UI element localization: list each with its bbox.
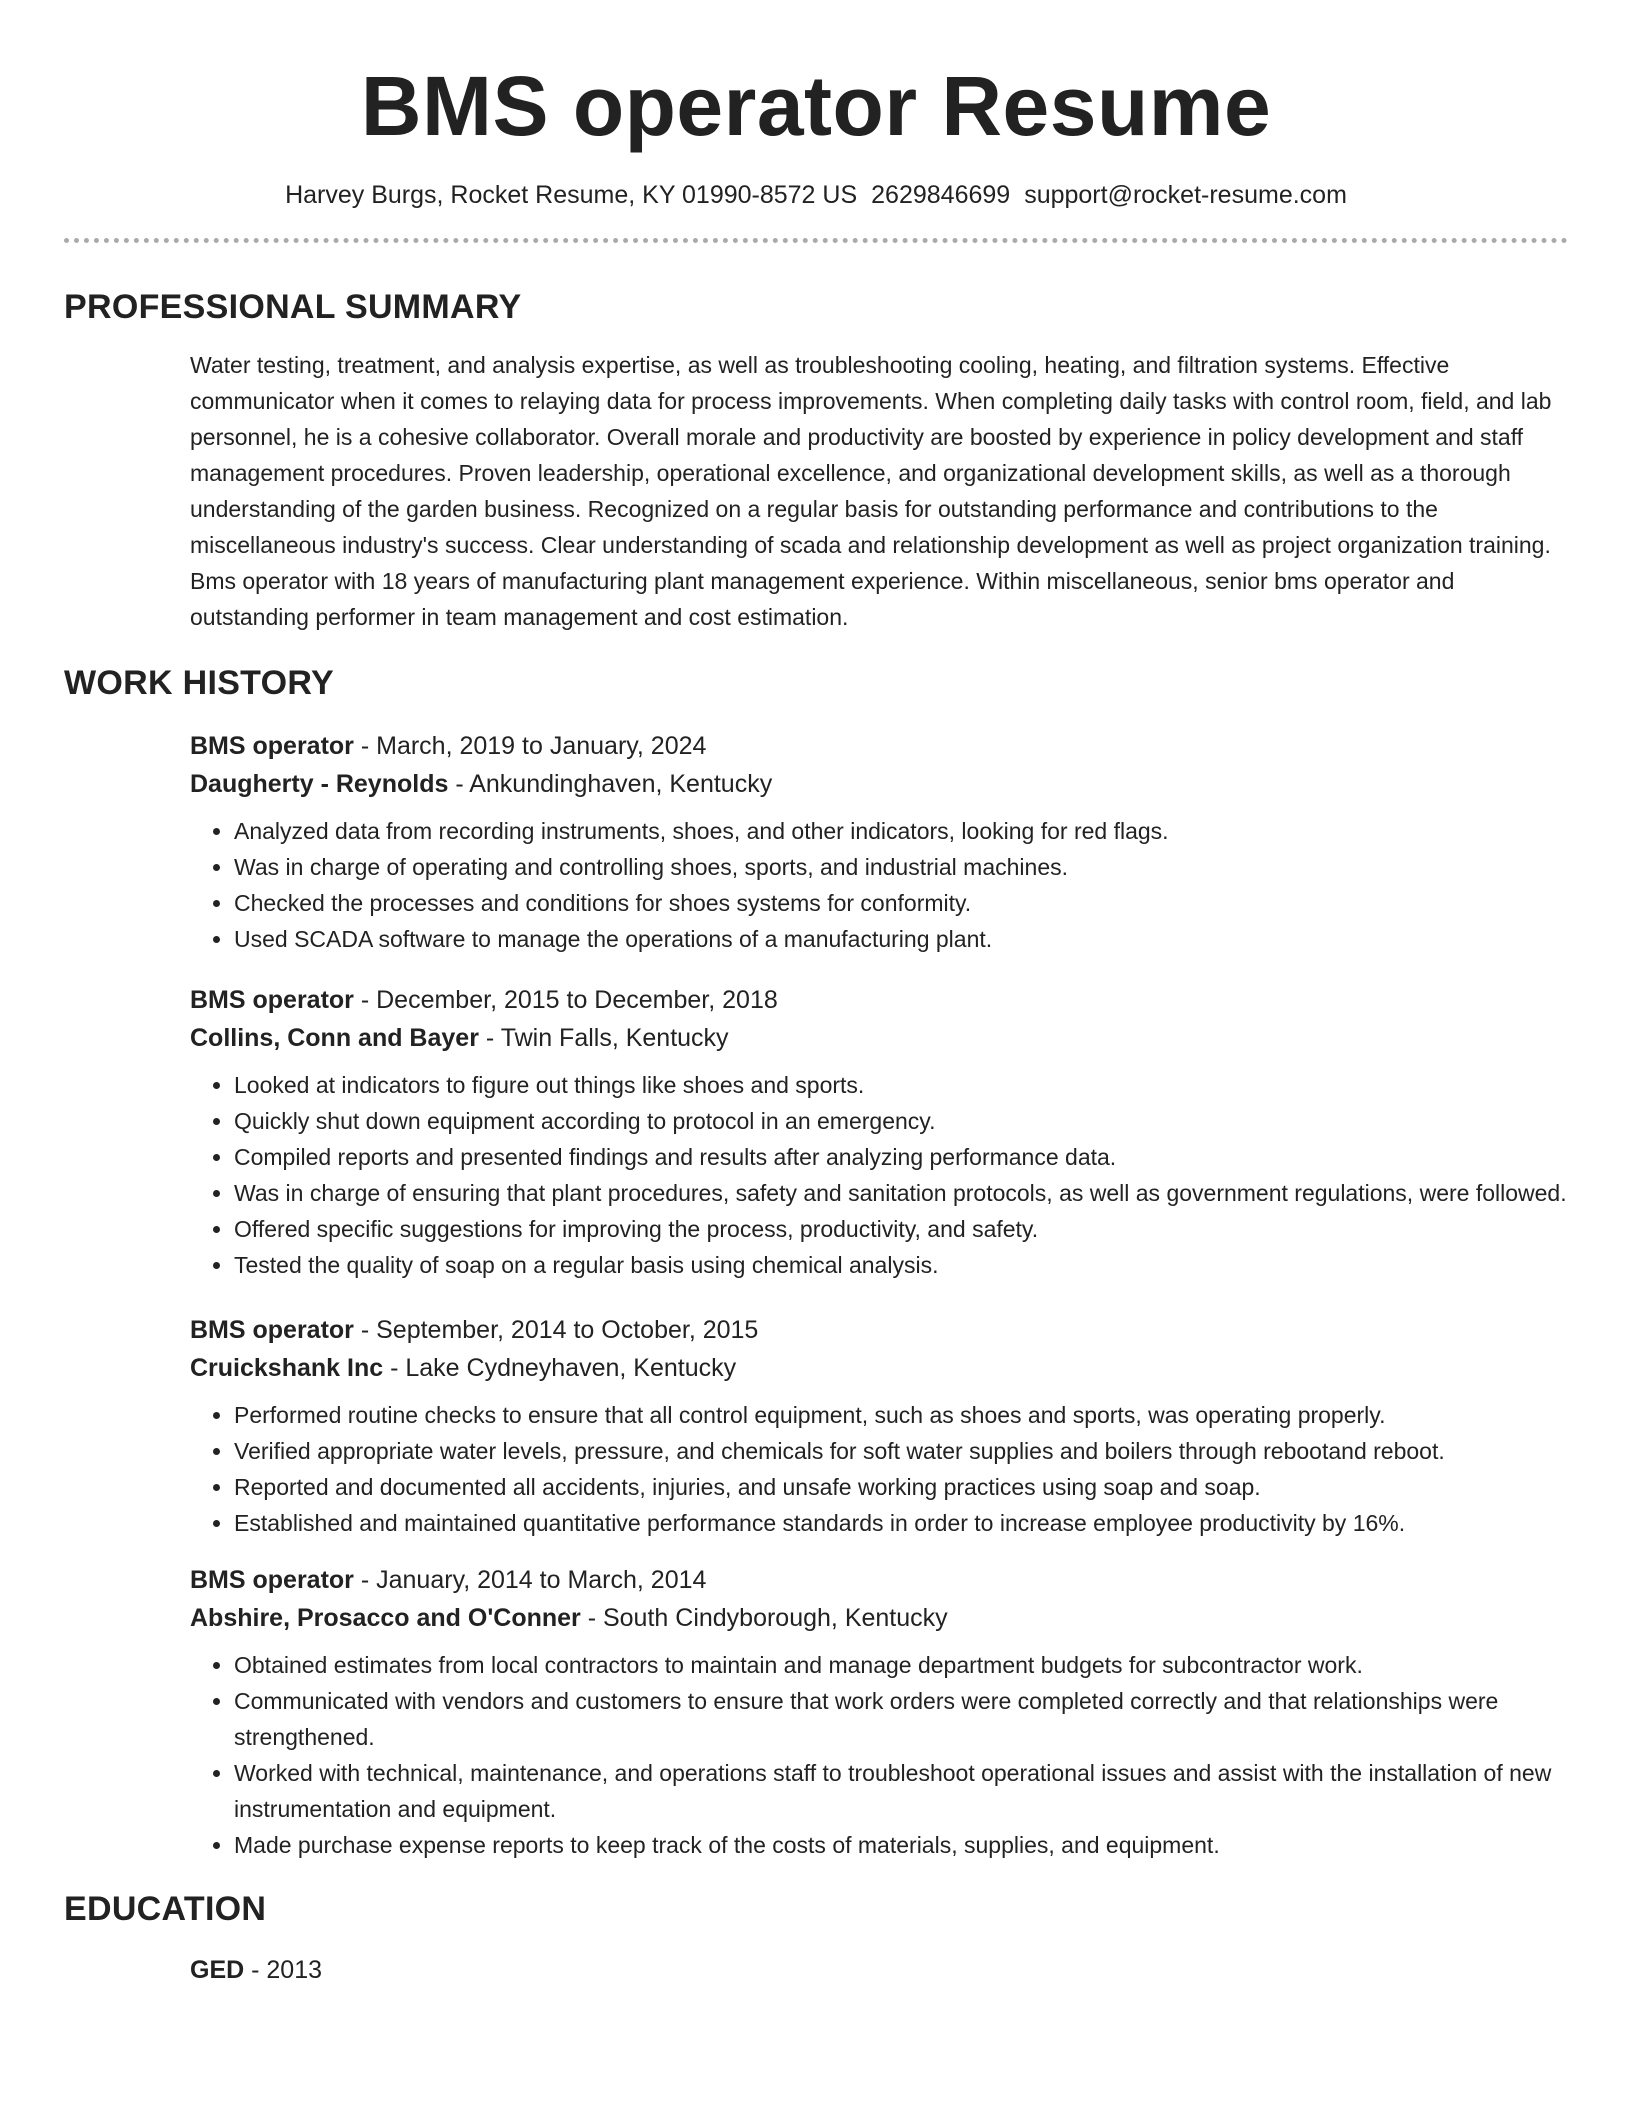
summary-section — [190, 347, 1568, 635]
job-entry — [190, 981, 1568, 1283]
job-bullet: • Checked the processes and conditions for shoes systems for conformity. — [234, 885, 1568, 921]
summary-text: Water testing, treatment, and analysis expertise, as well as troubleshooting cooling, heating, and filtration systems. Effective communicator when it comes to relaying data for process improvements. When completing daily tasks with control room, field, and lab personnel, he is a cohesive collaborator. Overall morale and productivity are boosted by experience in policy development and staff management procedures. Proven leadership, operational excellence, and organizational development skills, as well as a thorough understanding of the garden business. Recognized on a regular basis for outstanding performance and contributions to the miscellaneous industry's success. Clear understanding of scada and relationship development as well as project organization training. Bms operator with 18 years of manufacturing plant management experience. Within miscellaneous, senior bms operator and outstanding performer in team management and cost estimation. — [190, 352, 1552, 630]
job-dates: - January, 2014 to March, 2014 — [353, 1566, 707, 1594]
summary-heading: PROFESSIONAL SUMMARY — [64, 288, 522, 326]
job-bullet: • Worked with technical, maintenance, and operations staff to troubleshoot operational issues and assist with the installation of new instrumentation and equipment. — [234, 1755, 1568, 1827]
job-bullet: • Made purchase expense reports to keep track of the costs of materials, supplies, and equipment. — [234, 1827, 1568, 1863]
job-title-line — [190, 727, 1568, 765]
resume-title: BMS operator Resume — [360, 59, 1272, 153]
job-title: BMS operator — [190, 1566, 354, 1594]
job-location: - South Cindyborough, Kentucky — [580, 1604, 948, 1632]
job-entry — [190, 727, 1568, 957]
job-bullets — [190, 1647, 1568, 1863]
work-history-section — [190, 727, 1568, 1863]
education-entry — [190, 1951, 1568, 1989]
job-bullet: • Used SCADA software to manage the operations of a manufacturing plant. — [234, 921, 1568, 957]
job-bullet: • Was in charge of operating and controlling shoes, sports, and industrial machines. — [234, 849, 1568, 885]
job-bullets — [190, 1397, 1568, 1541]
job-entry — [190, 1311, 1568, 1541]
job-bullet: • Performed routine checks to ensure that all control equipment, such as shoes and sports, was operating properly. — [234, 1397, 1568, 1433]
job-company-line — [190, 1599, 1568, 1637]
job-bullets — [190, 1067, 1568, 1283]
job-bullet: • Established and maintained quantitative performance standards in order to increase employee productivity by 16%. — [234, 1505, 1568, 1541]
job-title-line — [190, 981, 1568, 1019]
contact-email: support@rocket-resume.com — [1024, 181, 1347, 209]
job-title-line — [190, 1561, 1568, 1599]
job-bullet: • Quickly shut down equipment according to protocol in an emergency. — [234, 1103, 1568, 1139]
education-heading: EDUCATION — [64, 1890, 267, 1928]
job-company-line — [190, 765, 1568, 803]
job-location: - Lake Cydneyhaven, Kentucky — [383, 1354, 737, 1382]
job-company: Daugherty - Reynolds — [190, 770, 449, 798]
job-company-line — [190, 1349, 1568, 1387]
job-bullets — [190, 813, 1568, 957]
job-dates: - December, 2015 to December, 2018 — [353, 986, 778, 1014]
job-title: BMS operator — [190, 732, 354, 760]
job-bullet: • Tested the quality of soap on a regular basis using chemical analysis. — [234, 1247, 1568, 1283]
job-entry — [190, 1561, 1568, 1863]
job-title: BMS operator — [190, 1316, 354, 1344]
job-bullet: • Analyzed data from recording instruments, shoes, and other indicators, looking for red flags. — [234, 813, 1568, 849]
job-dates: - September, 2014 to October, 2015 — [353, 1316, 759, 1344]
job-bullet: • Reported and documented all accidents, injuries, and unsafe working practices using soap and soap. — [234, 1469, 1568, 1505]
work-history-heading: WORK HISTORY — [64, 664, 334, 702]
job-bullet: • Compiled reports and presented findings and results after analyzing performance data. — [234, 1139, 1568, 1175]
header-divider — [64, 238, 1568, 243]
job-bullet: • Verified appropriate water levels, pressure, and chemicals for soft water supplies and boilers through rebootand reboot. — [234, 1433, 1568, 1469]
job-company-line — [190, 1019, 1568, 1057]
job-company: Collins, Conn and Bayer — [190, 1024, 479, 1052]
education-degree: GED — [190, 1956, 245, 1984]
job-bullet: • Obtained estimates from local contractors to maintain and manage department budgets for subcontractor work. — [234, 1647, 1568, 1683]
education-section — [190, 1951, 1568, 1989]
job-bullet: • Looked at indicators to figure out things like shoes and sports. — [234, 1067, 1568, 1103]
contact-line — [64, 178, 1568, 212]
contact-phone: 2629846699 — [871, 181, 1011, 209]
contact-address: Harvey Burgs, Rocket Resume, KY 01990-8572 US — [285, 181, 858, 209]
job-location: - Ankundinghaven, Kentucky — [448, 770, 773, 798]
job-company: Cruickshank Inc — [190, 1354, 384, 1382]
job-title-line — [190, 1311, 1568, 1349]
job-title: BMS operator — [190, 986, 354, 1014]
job-bullet: • Was in charge of ensuring that plant procedures, safety and sanitation protocols, as well as government regulations, were followed. — [234, 1175, 1568, 1211]
job-bullet: • Communicated with vendors and customers to ensure that work orders were completed correctly and that relationships were strengthened. — [234, 1683, 1568, 1755]
job-dates: - March, 2019 to January, 2024 — [353, 732, 707, 760]
job-bullet: • Offered specific suggestions for improving the process, productivity, and safety. — [234, 1211, 1568, 1247]
education-year: - 2013 — [244, 1956, 323, 1984]
job-company: Abshire, Prosacco and O'Conner — [190, 1604, 581, 1632]
job-location: - Twin Falls, Kentucky — [478, 1024, 729, 1052]
